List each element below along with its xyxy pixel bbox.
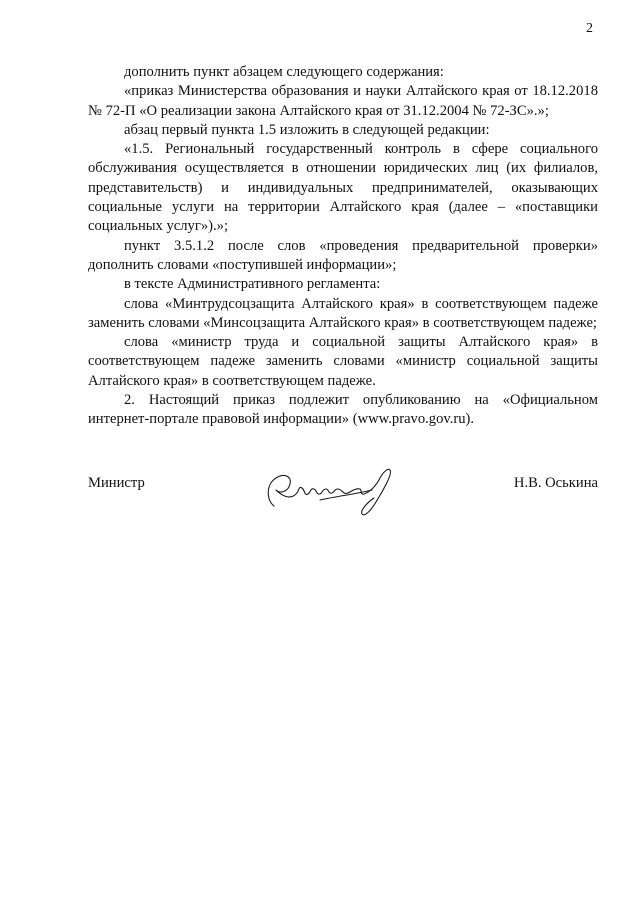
document-body	[88, 63, 598, 430]
paragraph-replace-ministry: слова «Минтрудсоцзащита Алтайского края» в соответствующем падеже заменить словами «Минсоцзащита Алтайского края» в соответствующем падеже;	[88, 295, 598, 331]
handwritten-signature	[260, 462, 400, 522]
paragraph-clause-1-5-text: «1.5. Региональный государственный контроль в сфере социального обслуживания осуществляется в отношении юридических лиц (их филиалов, представительств) и индивидуальных предпринимателей, оказывающих социальные услуги на территории Алтайского края (далее – «поставщики социальных услуг»).»;	[88, 141, 598, 235]
signatory-name: Н.В. Оськина	[513, 475, 598, 491]
paragraph-replace-minister: слова «министр труда и социальной защиты Алтайского края» в соответствующем падеже заменить словами «министр социальной защиты Алтайского края» в соответствующем падеже.	[88, 334, 598, 389]
paragraph-publication: 2. Настоящий приказ подлежит опубликованию на «Официальном интернет-портале правовой информации» (www.pravo.gov.ru).	[88, 392, 598, 428]
paragraph-regulation-text: в тексте Административного регламента:	[124, 276, 381, 293]
paragraph-order-reference: «приказ Министерства образования и науки Алтайского края от 18.12.2018 № 72-П «О реализации закона Алтайского края от 31.12.2004 № 72-ЗС».»;	[88, 83, 598, 119]
signature-block	[88, 462, 598, 522]
paragraph-clause-3-5-1-2: пункт 3.5.1.2 после слов «проведения предварительной проверки» дополнить словами «поступившей информации»;	[88, 237, 598, 273]
paragraph-clause-1-5-intro: абзац первый пункта 1.5 изложить в следующей редакции:	[124, 121, 490, 138]
page-number: 2	[586, 21, 593, 36]
paragraph-add-clause: дополнить пункт абзацем следующего содержания:	[124, 64, 444, 80]
signatory-title: Министр	[88, 475, 145, 491]
